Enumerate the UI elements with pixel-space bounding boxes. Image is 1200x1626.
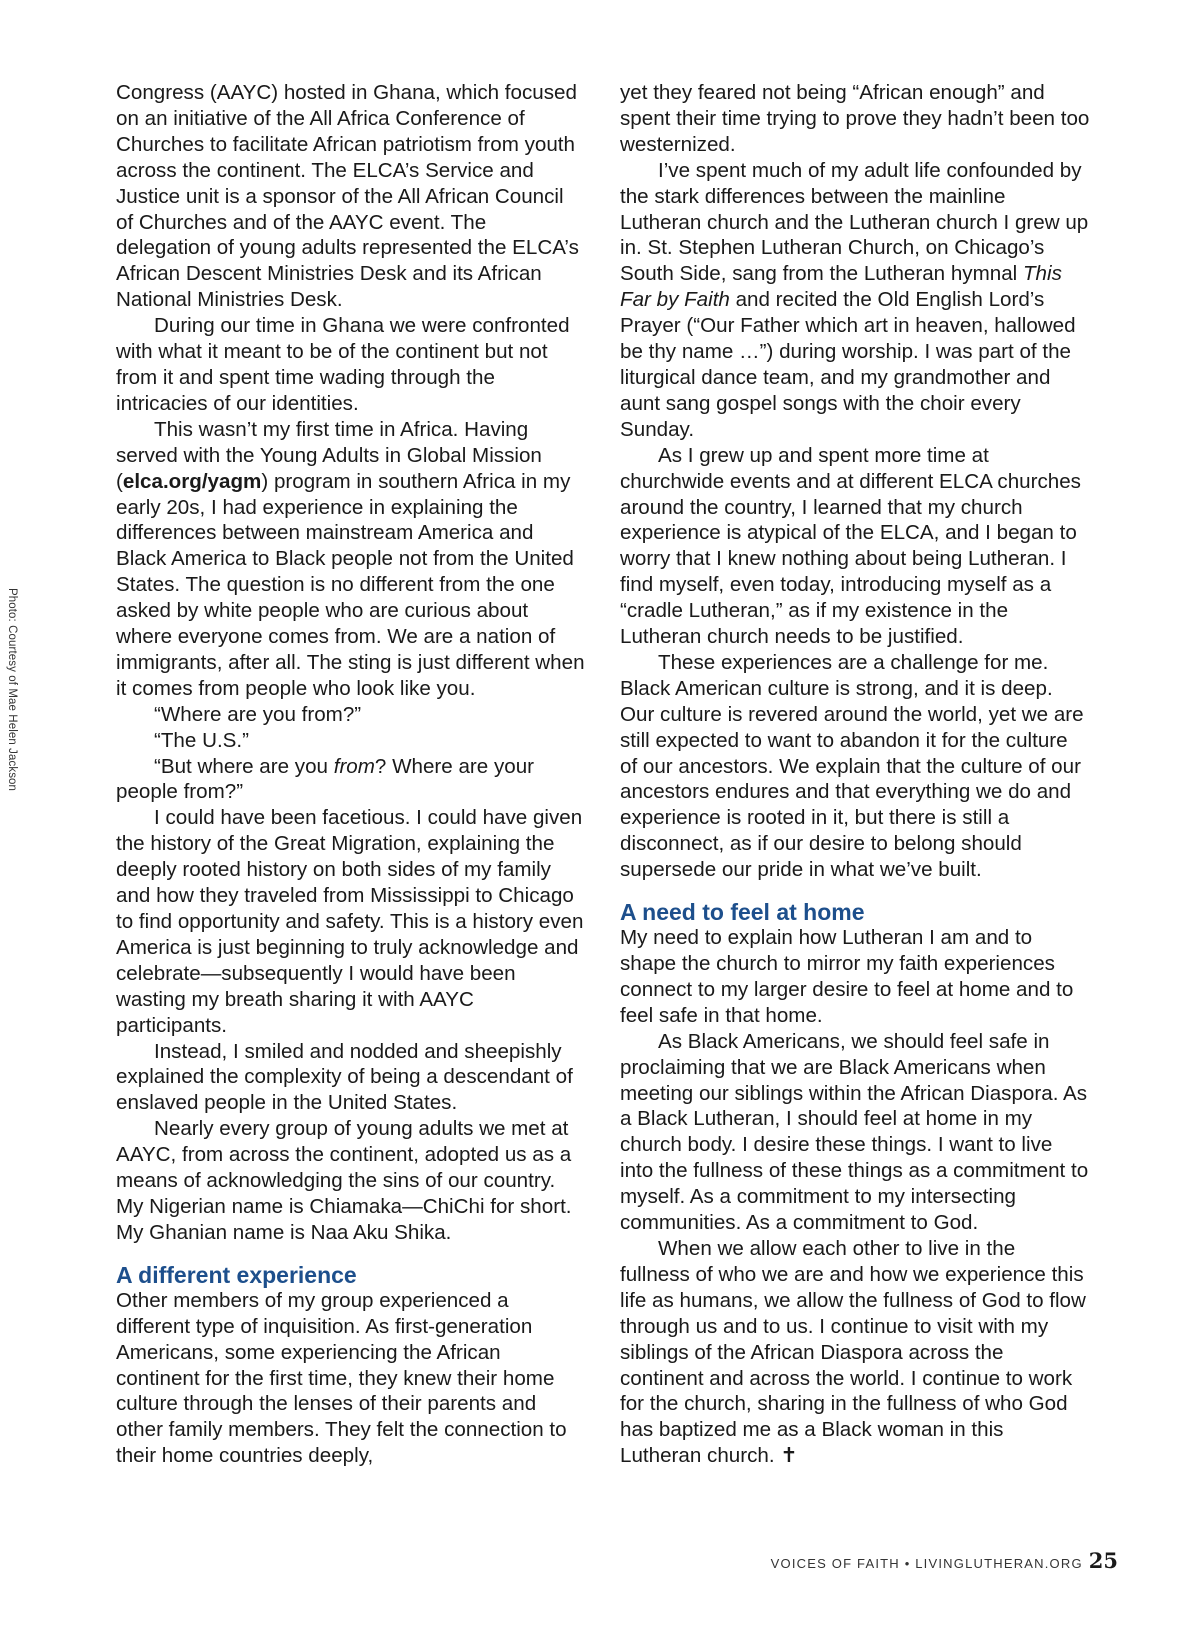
paragraph bbox=[116, 417, 586, 702]
quote-line: “The U.S.” bbox=[154, 728, 249, 752]
paragraph: My need to explain how Lutheran I am and to shape the church to mirror my faith experiences connect to my larger desire to feel at home and to feel safe in that home. bbox=[620, 926, 1074, 1027]
left-column bbox=[116, 80, 586, 1469]
page-footer bbox=[771, 1548, 1118, 1573]
paragraph: During our time in Ghana we were confronted with what it meant to be of the continent but not from it and spent time wading through the intricacies of our identities. bbox=[116, 314, 570, 415]
paragraph: Instead, I smiled and nodded and sheepishly explained the complexity of being a descendant of enslaved people in the United States. bbox=[116, 1039, 573, 1115]
quote-line: “Where are you from?” bbox=[154, 702, 362, 726]
yagm-link[interactable]: elca.org/yagm bbox=[122, 469, 262, 493]
page-number: 25 bbox=[1088, 1548, 1118, 1573]
text-run: and recited the Old English Lord’s Prayer (“Our Father which art in heaven, hallowed be thy name …”) during worship. I was part of the liturgical dance team, and my grandmother and aunt sang gospel songs with the choir every Sunday. bbox=[620, 288, 1076, 441]
paragraph: Other members of my group experienced a different type of inquisition. As first-generation Americans, some experiencing the African continent for the first time, they knew their home culture through the lenses of their parents and other family members. They felt the connection to their home countries deeply, bbox=[116, 1288, 567, 1468]
text-run: I’ve spent much of my adult life confounded by the stark differences between the mainline Lutheran church and the Lutheran church I grew up in. St. Stephen Lutheran Church, on Chicago’s South Side, sang from the Lutheran hymnal bbox=[620, 158, 1089, 286]
emphasis: from bbox=[333, 754, 375, 778]
paragraph: These experiences are a challenge for me. Black American culture is strong, and it is deep. Our culture is revered around the world, yet we are still expected to want to abandon it for the culture of our ancestors. We explain that the culture of our ancestors endures and that everything we do and experience is rooted in it, but there is still a disconnect, as if our desire to belong should supersede our pride in what we’ve built. bbox=[620, 650, 1084, 882]
text-run: ) program in southern Africa in my early 20s, I had experience in explaining the differences between mainstream America and Black America to Black people not from the United States. The question is no different from the one asked by white people who are curious about where everyone comes from. We are a nation of immigrants, after all. The sting is just different when it comes from people who look like you. bbox=[116, 469, 585, 700]
paragraph: As I grew up and spent more time at churchwide events and at different ELCA churches around the country, I learned that my church experience is atypical of the ELCA, and I began to worry that I knew nothing about being Lutheran. I find myself, even today, introducing myself as a “cradle Lutheran,” as if my existence in the Lutheran church needs to be justified. bbox=[620, 443, 1081, 649]
paragraph: yet they feared not being “African enough” and spent their time trying to prove they hadn’t been too westernized. bbox=[620, 81, 1090, 156]
section-heading: A need to feel at home bbox=[620, 899, 865, 926]
paragraph: I could have been facetious. I could have given the history of the Great Migration, explaining the deeply rooted history on both sides of my family and how they traveled from Mississippi to Chicago to find opportunity and safety. This is a history even America is just beginning to truly acknowledge and celebrate—subsequently I would have been wasting my breath sharing it with AAYC participants. bbox=[116, 806, 584, 1037]
paragraph: As Black Americans, we should feel safe in proclaiming that we are Black Americans when meeting our siblings within the African Diaspora. As a Black Lutheran, I should feel at home in my church body. I desire these things. I want to live into the fullness of these things as a commitment to myself. As a commitment to my intersecting communities. As a commitment to God. bbox=[620, 1029, 1089, 1235]
section-heading: A different experience bbox=[116, 1261, 357, 1288]
paragraph: Nearly every group of young adults we met at AAYC, from across the continent, adopted us as a means of acknowledging the sins of our country. My Nigerian name is Chiamaka—ChiChi for short. My Ghanian name is Naa Aku Shika. bbox=[116, 1117, 572, 1244]
right-column bbox=[620, 80, 1090, 1469]
photo-credit: Photo: Courtesy of Mae Helen Jackson bbox=[6, 588, 18, 792]
quote-line bbox=[116, 754, 586, 806]
footer-text: VOICES OF FAITH • LIVINGLUTHERAN.ORG bbox=[770, 1556, 1083, 1571]
text-run: “But where are you bbox=[154, 754, 334, 778]
text-run: This wasn’t my first time in Africa. Having served with the Young Adults in Global Mission ( bbox=[116, 417, 542, 493]
hymnal-title: This Far by Faith bbox=[620, 262, 1062, 312]
paragraph bbox=[620, 158, 1090, 443]
text-run: ? Where are your people from?” bbox=[116, 754, 535, 804]
paragraph: When we allow each other to live in the fullness of who we are and how we experience this life as humans, we allow the fullness of God to flow through us and to us. I continue to visit with my siblings of the African Diaspora across the continent and across the world. I continue to work for the church, sharing in the fullness of who God has baptized me as a Black woman in this Lutheran church. ✝ bbox=[620, 1236, 1086, 1468]
paragraph: Congress (AAYC) hosted in Ghana, which focused on an initiative of the All Africa Conference of Churches to facilitate African patriotism from youth across the continent. The ELCA’s Service and Justice unit is a sponsor of the All African Council of Churches and of the AAYC event. The delegation of young adults represented the ELCA’s African Descent Ministries Desk and its African National Ministries Desk. bbox=[116, 81, 579, 312]
